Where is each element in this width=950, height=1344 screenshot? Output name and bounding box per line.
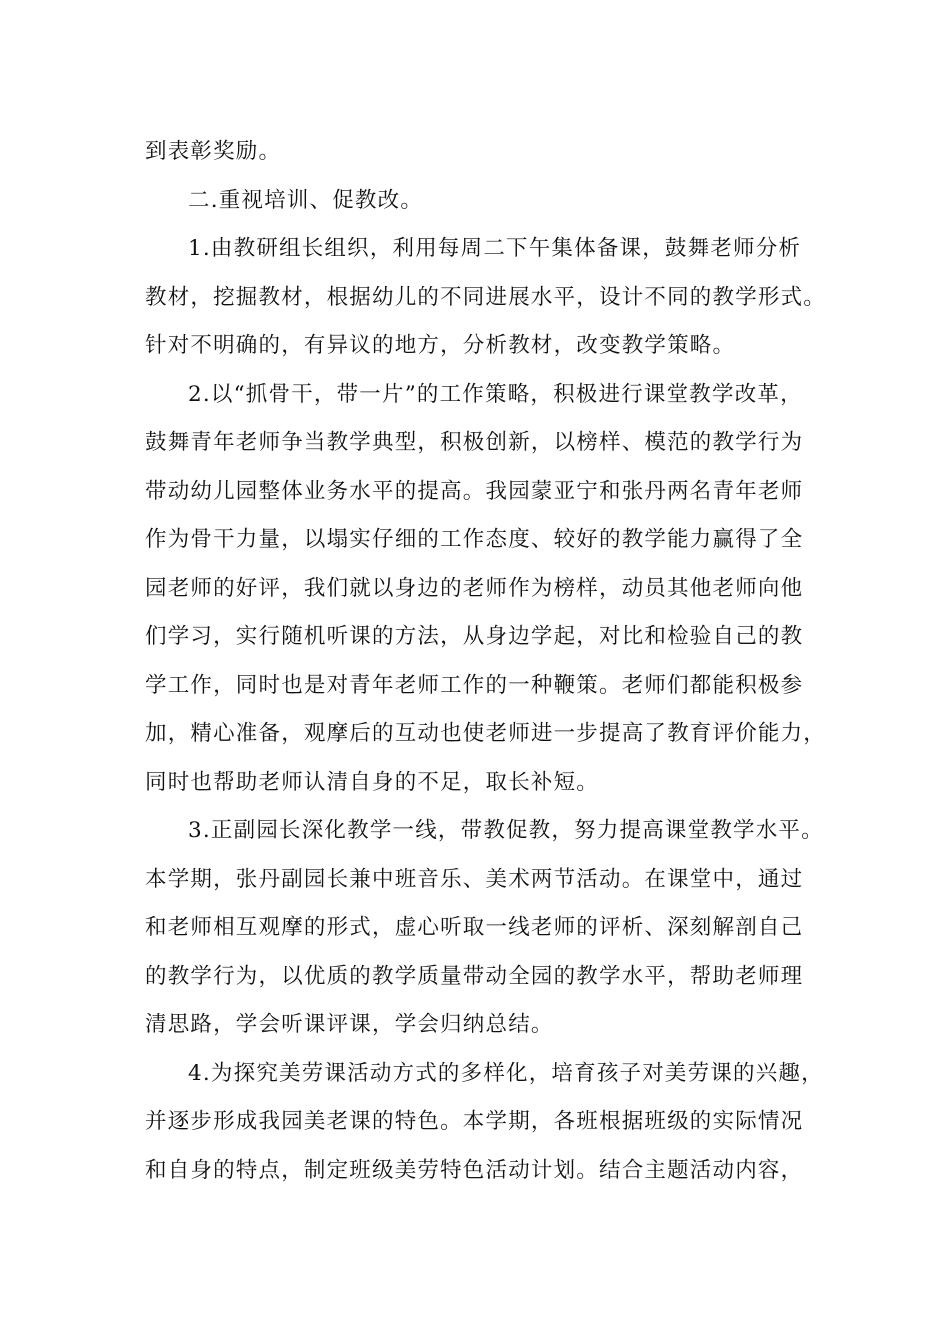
text-line: 到表彰奖励。 <box>145 139 282 164</box>
text-line: 和老师相互观摩的形式，虚心听取一线老师的评析、深刻解剖自己 <box>145 915 804 940</box>
text-line: 2.以“抓骨干，带一片”的工作策略，积极进行课堂教学改革， <box>188 381 803 407</box>
document-body <box>145 128 825 1195</box>
text-line: 带动幼儿园整体业务水平的提高。我园蒙亚宁和张丹两名青年老师 <box>145 478 804 504</box>
text-line: 并逐步形成我园美老课的特色。本学期，各班根据班级的实际情况 <box>145 1109 804 1134</box>
text-line: 1.由教研组长组织，利用每周二下午集体备课，鼓舞老师分析 <box>188 236 802 261</box>
text-line: 清思路，学会听课评课，学会归纳总结。 <box>145 1012 554 1037</box>
text-line: 同时也帮助老师认清自身的不足，取长补短。 <box>145 769 600 795</box>
paragraph-item-4 <box>145 1050 825 1196</box>
text-line: 园老师的好评，我们就以身边的老师作为榜样，动员其他老师向他 <box>145 575 804 601</box>
text-line: 3.正副园长深化教学一线，带教促教，努力提高课堂教学水平。 <box>188 818 824 843</box>
paragraph-item-1 <box>145 225 825 371</box>
paragraph-item-2 <box>145 371 825 808</box>
text-line: 本学期，张丹副园长兼中班音乐、美术两节活动。在课堂中，通过 <box>145 866 804 892</box>
text-line: 学工作，同时也是对青年老师工作的一种鞭策。老师们都能积极参 <box>145 672 804 698</box>
text-line: 和自身的特点，制定班级美劳特色活动计划。结合主题活动内容， <box>145 1157 804 1183</box>
text-line: 二.重视培训、促教改。 <box>188 187 424 213</box>
text-line: 加，精心准备，观摩后的互动也使老师进一步提高了教育评价能力， <box>145 721 827 746</box>
text-line: 作为骨干力量，以塌实仔细的工作态度、较好的教学能力赢得了全 <box>145 527 804 552</box>
text-line: 针对不明确的，有异议的地方，分析教材，改变教学策略。 <box>145 333 736 358</box>
text-line: 教材，挖掘教材，根据幼儿的不同进展水平，设计不同的教学形式。 <box>145 284 827 310</box>
text-line: 的教学行为，以优质的教学质量带动全园的教学水平，帮助老师理 <box>145 963 804 989</box>
section-heading-2 <box>145 177 825 226</box>
text-line: 们学习，实行随机听课的方法，从身边学起，对比和检验自己的教 <box>145 624 804 649</box>
paragraph-item-3 <box>145 807 825 1050</box>
text-line: 4.为探究美劳课活动方式的多样化，培育孩子对美劳课的兴趣， <box>188 1060 824 1086</box>
paragraph-1 <box>145 128 825 177</box>
text-line: 鼓舞青年老师争当教学典型，积极创新，以榜样、模范的教学行为 <box>145 430 804 455</box>
